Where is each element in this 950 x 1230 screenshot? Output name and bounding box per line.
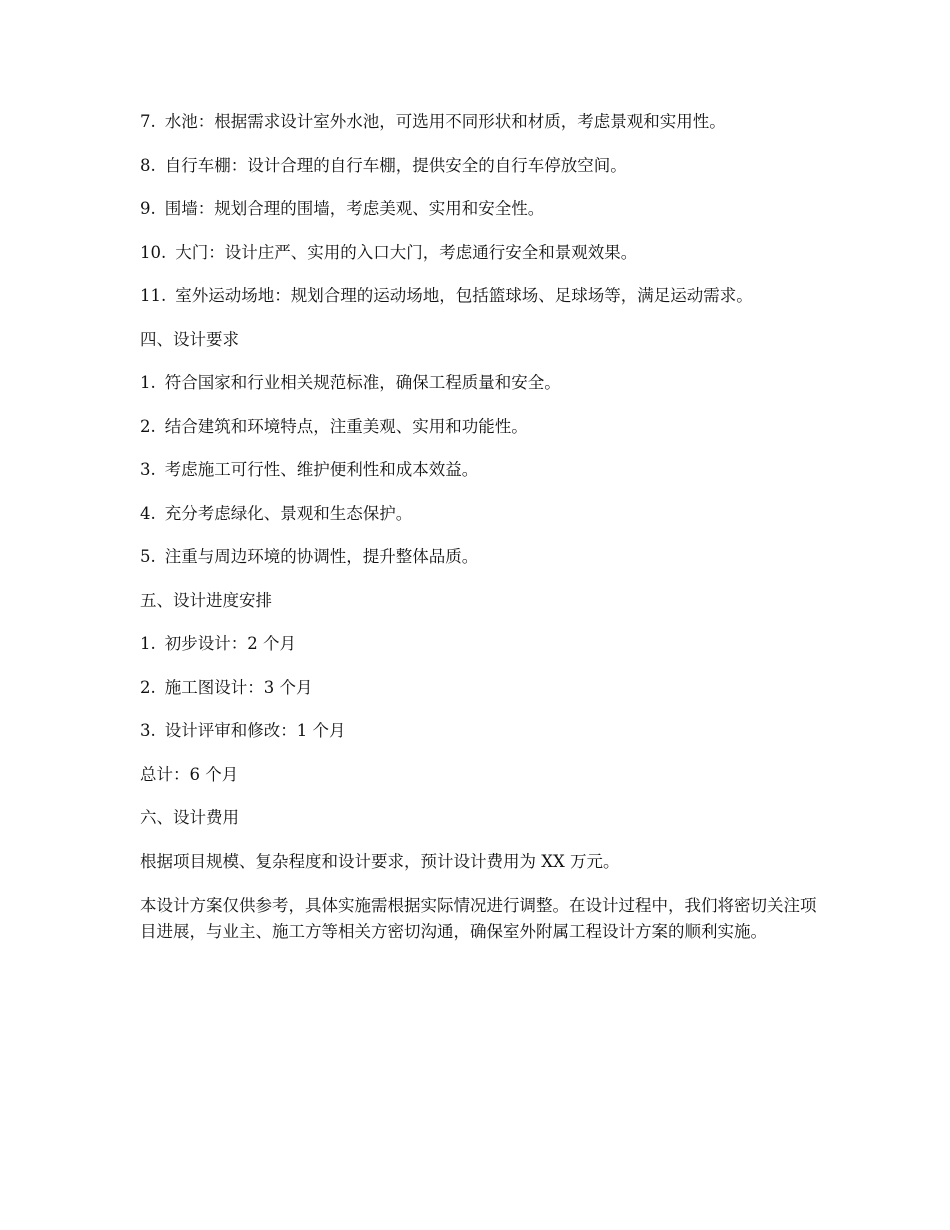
item-text: 充分考虑绿化、景观和生态保护。: [164, 503, 413, 523]
item-text: 自行车棚：设计合理的自行车棚，提供安全的自行车停放空间。: [164, 155, 627, 175]
closing-paragraph: 本设计方案仅供参考，具体实施需根据实际情况进行调整。在设计过程中，我们将密切关注项目进展，与业主、施工方等相关方密切沟通，确保室外附属工程设计方案的顺利实施。: [140, 896, 817, 941]
item-text: 室外运动场地：规划合理的运动场地，包括篮球场、足球场等，满足运动需求。: [175, 286, 753, 305]
item-number: 3.: [140, 721, 156, 740]
item-text: 初步设计：2 个月: [164, 634, 296, 653]
list-item: [140, 371, 830, 415]
heading-text: 六、设计费用: [140, 808, 239, 827]
item-number: 8.: [140, 155, 156, 175]
item-number: 5.: [140, 547, 156, 566]
item-number: 10.: [140, 242, 167, 262]
list-item: [140, 241, 830, 285]
item-number: 9.: [140, 199, 156, 218]
list-item: [140, 154, 830, 198]
item-text: 大门：设计庄严、实用的入口大门，考虑通行安全和景观效果。: [175, 242, 638, 262]
item-number: 4.: [140, 503, 156, 523]
list-item: [140, 415, 830, 459]
item-text: 符合国家和行业相关规范标准，确保工程质量和安全。: [164, 373, 561, 392]
document-body: [140, 110, 830, 945]
heading-text: 四、设计要求: [140, 329, 239, 349]
item-text: 水池：根据需求设计室外水池，可选用不同形状和材质，考虑景观和实用性。: [164, 112, 726, 131]
fee-text: 根据项目规模、复杂程度和设计要求，预计设计费用为 XX 万元。: [140, 851, 620, 871]
list-item: [140, 110, 830, 154]
item-number: 1.: [140, 373, 156, 392]
list-item: [140, 545, 830, 589]
item-text: 围墙：规划合理的围墙，考虑美观、实用和安全性。: [164, 199, 545, 218]
fee-line: [140, 850, 830, 894]
list-item: [140, 676, 830, 720]
item-number: 2.: [140, 677, 156, 697]
list-item: [140, 502, 830, 546]
item-text: 结合建筑和环境特点，注重美观、实用和功能性。: [164, 416, 528, 436]
item-number: 11.: [140, 286, 167, 305]
item-text: 注重与周边环境的协调性，提升整体品质。: [164, 547, 479, 566]
item-number: 3.: [140, 460, 156, 479]
list-item: [140, 284, 830, 328]
section-heading: [140, 806, 830, 850]
item-text: 考虑施工可行性、维护便利性和成本效益。: [164, 460, 479, 479]
section-heading: [140, 589, 830, 633]
heading-text: 五、设计进度安排: [140, 590, 272, 610]
item-text: 设计评审和修改：1 个月: [164, 721, 346, 740]
list-item: [140, 719, 830, 763]
total-line: [140, 763, 830, 807]
list-item: [140, 632, 830, 676]
section-heading: [140, 328, 830, 372]
item-number: 2.: [140, 416, 156, 436]
item-number: 7.: [140, 112, 156, 131]
list-item: [140, 458, 830, 502]
list-item: [140, 197, 830, 241]
item-text: 施工图设计：3 个月: [164, 677, 313, 697]
total-text: 总计：6 个月: [140, 764, 239, 784]
item-number: 1.: [140, 634, 156, 653]
